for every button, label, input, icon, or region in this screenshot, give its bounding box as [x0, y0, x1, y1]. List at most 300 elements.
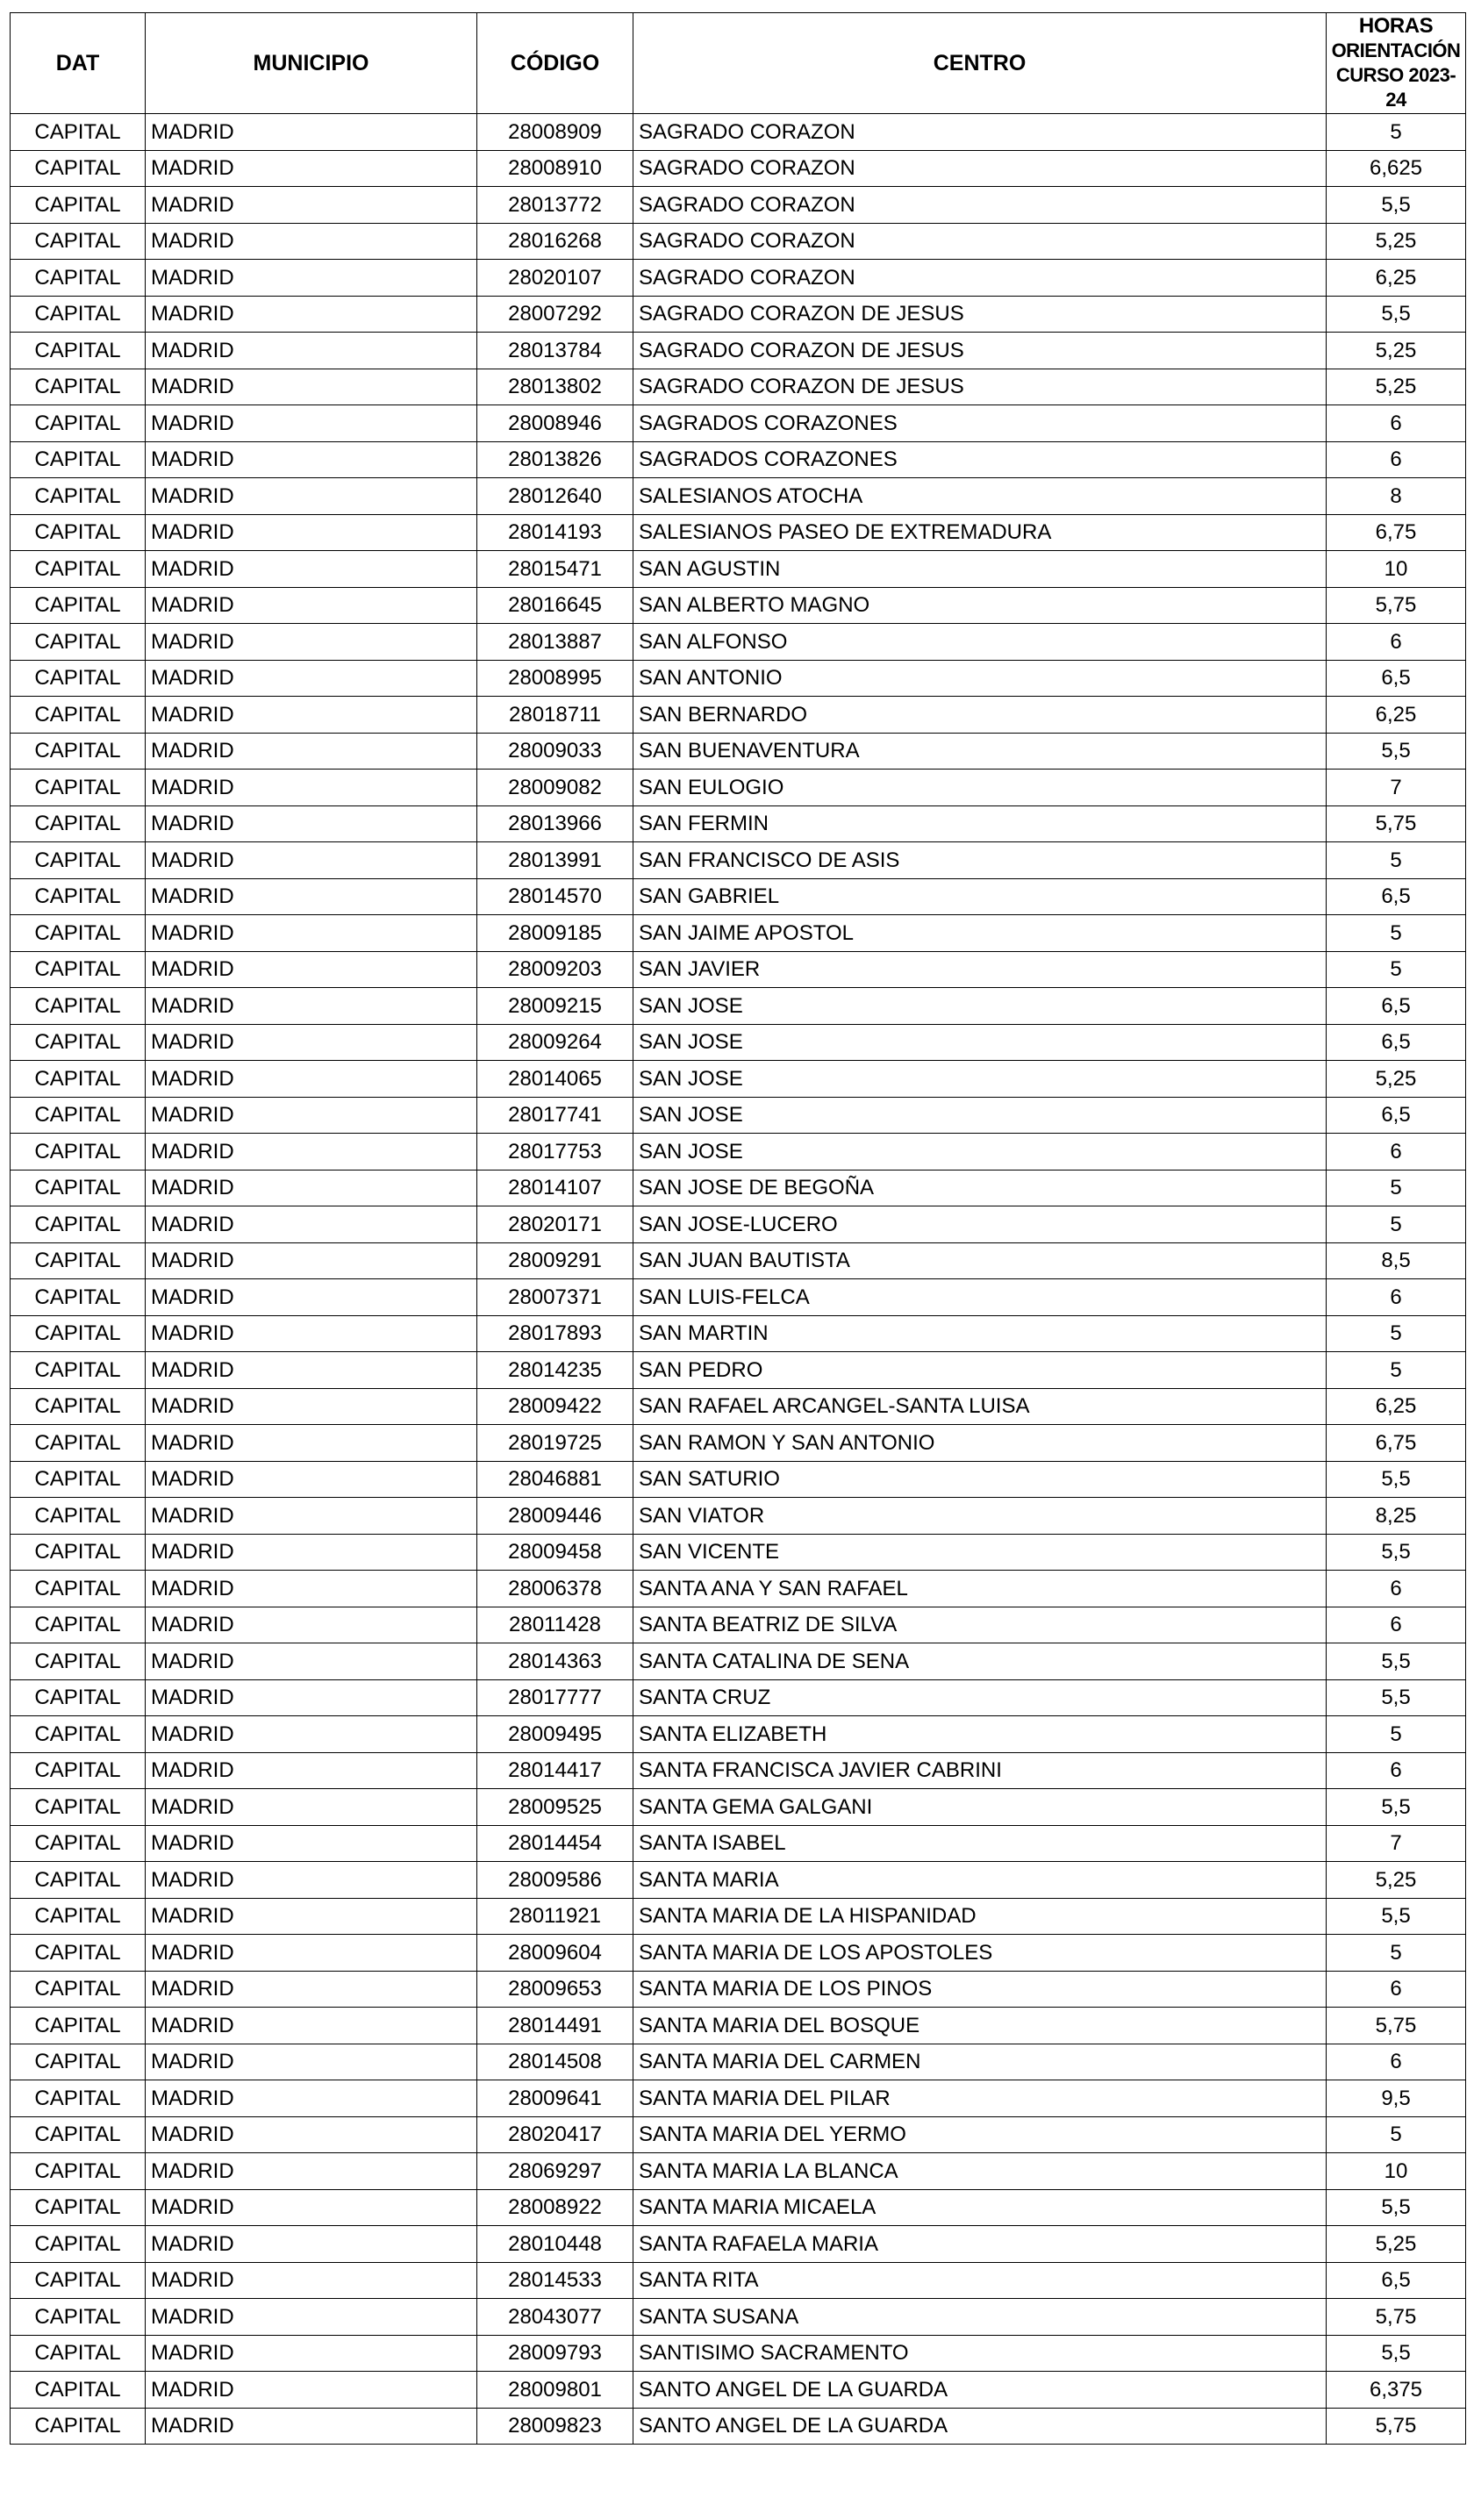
cell-centro: SAN LUIS-FELCA [633, 1279, 1327, 1316]
cell-centro: SANTA SUSANA [633, 2299, 1327, 2336]
cell-municipio: MADRID [146, 2408, 477, 2445]
cell-dat: CAPITAL [11, 478, 146, 515]
cell-dat: CAPITAL [11, 1206, 146, 1243]
cell-dat: CAPITAL [11, 260, 146, 297]
cell-municipio: MADRID [146, 1352, 477, 1389]
cell-municipio: MADRID [146, 2044, 477, 2080]
cell-dat: CAPITAL [11, 1388, 146, 1425]
cell-codigo: 28013784 [477, 333, 633, 369]
cell-codigo: 28007371 [477, 1279, 633, 1316]
cell-dat: CAPITAL [11, 2080, 146, 2117]
cell-municipio: MADRID [146, 1242, 477, 1279]
cell-centro: SAN FRANCISCO DE ASIS [633, 842, 1327, 879]
cell-horas: 5,75 [1327, 2299, 1466, 2336]
header-centro: CENTRO [633, 13, 1327, 114]
cell-codigo: 28014107 [477, 1170, 633, 1206]
cell-centro: SAN JOSE [633, 988, 1327, 1025]
cell-dat: CAPITAL [11, 2335, 146, 2372]
cell-municipio: MADRID [146, 223, 477, 260]
cell-horas: 6 [1327, 1279, 1466, 1316]
cell-dat: CAPITAL [11, 1461, 146, 1498]
table-row [11, 2116, 1466, 2153]
cell-horas: 5,5 [1327, 2335, 1466, 2372]
table-row [11, 1279, 1466, 1316]
cell-dat: CAPITAL [11, 988, 146, 1025]
cell-horas: 7 [1327, 1825, 1466, 1862]
cell-dat: CAPITAL [11, 2408, 146, 2445]
cell-municipio: MADRID [146, 951, 477, 988]
cell-dat: CAPITAL [11, 915, 146, 952]
cell-centro: SAGRADO CORAZON DE JESUS [633, 296, 1327, 333]
table-row [11, 369, 1466, 405]
cell-dat: CAPITAL [11, 660, 146, 697]
cell-centro: SAN JOSE-LUCERO [633, 1206, 1327, 1243]
cell-centro: SANTA MARIA MICAELA [633, 2189, 1327, 2226]
table-row [11, 1935, 1466, 1972]
cell-horas: 5,5 [1327, 1643, 1466, 1680]
cell-centro: SANTA MARIA DEL BOSQUE [633, 2008, 1327, 2044]
cell-codigo: 28013772 [477, 187, 633, 224]
cell-codigo: 28009291 [477, 1242, 633, 1279]
cell-codigo: 28014508 [477, 2044, 633, 2080]
table-row [11, 1862, 1466, 1899]
cell-municipio: MADRID [146, 441, 477, 478]
table-row [11, 842, 1466, 879]
cell-codigo: 28014363 [477, 1643, 633, 1680]
cell-dat: CAPITAL [11, 2008, 146, 2044]
cell-horas: 6,5 [1327, 2262, 1466, 2299]
cell-dat: CAPITAL [11, 587, 146, 624]
cell-dat: CAPITAL [11, 1170, 146, 1206]
cell-dat: CAPITAL [11, 1716, 146, 1753]
cell-municipio: MADRID [146, 2372, 477, 2409]
cell-centro: SAN MARTIN [633, 1315, 1327, 1352]
cell-municipio: MADRID [146, 1935, 477, 1972]
cell-dat: CAPITAL [11, 369, 146, 405]
cell-horas: 8,25 [1327, 1498, 1466, 1535]
cell-codigo: 28015471 [477, 551, 633, 588]
cell-municipio: MADRID [146, 1279, 477, 1316]
cell-horas: 5,5 [1327, 1534, 1466, 1571]
cell-codigo: 28007292 [477, 296, 633, 333]
cell-codigo: 28017741 [477, 1097, 633, 1134]
cell-horas: 6,25 [1327, 260, 1466, 297]
cell-horas: 6,5 [1327, 1024, 1466, 1061]
cell-horas: 5,75 [1327, 805, 1466, 842]
cell-municipio: MADRID [146, 150, 477, 187]
cell-municipio: MADRID [146, 733, 477, 770]
header-horas-line1: HORAS [1358, 14, 1434, 38]
table-row [11, 988, 1466, 1025]
cell-dat: CAPITAL [11, 1352, 146, 1389]
cell-codigo: 28069297 [477, 2153, 633, 2190]
cell-codigo: 28013991 [477, 842, 633, 879]
cell-codigo: 28020107 [477, 260, 633, 297]
table-row [11, 878, 1466, 915]
cell-horas: 5 [1327, 951, 1466, 988]
cell-dat: CAPITAL [11, 1898, 146, 1935]
cell-dat: CAPITAL [11, 223, 146, 260]
table-row [11, 624, 1466, 661]
cell-centro: SANTA MARIA LA BLANCA [633, 2153, 1327, 2190]
cell-horas: 5 [1327, 842, 1466, 879]
cell-codigo: 28009422 [477, 1388, 633, 1425]
table-row [11, 697, 1466, 734]
cell-centro: SANTA MARIA [633, 1862, 1327, 1899]
header-municipio: MUNICIPIO [146, 13, 477, 114]
cell-municipio: MADRID [146, 1679, 477, 1716]
cell-horas: 5,75 [1327, 2008, 1466, 2044]
table-row [11, 1352, 1466, 1389]
cell-dat: CAPITAL [11, 1862, 146, 1899]
cell-horas: 5,5 [1327, 296, 1466, 333]
cell-centro: SAN JOSE [633, 1097, 1327, 1134]
table-row [11, 2408, 1466, 2445]
cell-codigo: 28014065 [477, 1061, 633, 1098]
cell-codigo: 28017893 [477, 1315, 633, 1352]
table-row [11, 1898, 1466, 1935]
cell-centro: SAN ALBERTO MAGNO [633, 587, 1327, 624]
cell-centro: SANTA MARIA DEL PILAR [633, 2080, 1327, 2117]
cell-codigo: 28009495 [477, 1716, 633, 1753]
cell-centro: SAN AGUSTIN [633, 551, 1327, 588]
cell-dat: CAPITAL [11, 187, 146, 224]
table-row [11, 1461, 1466, 1498]
cell-horas: 10 [1327, 2153, 1466, 2190]
table-row [11, 1498, 1466, 1535]
cell-horas: 5 [1327, 915, 1466, 952]
cell-horas: 5,5 [1327, 187, 1466, 224]
table-row [11, 1643, 1466, 1680]
cell-horas: 5,5 [1327, 1789, 1466, 1826]
cell-centro: SANTA BEATRIZ DE SILVA [633, 1607, 1327, 1643]
cell-codigo: 28008910 [477, 150, 633, 187]
cell-municipio: MADRID [146, 2153, 477, 2190]
cell-centro: SANTISIMO SACRAMENTO [633, 2335, 1327, 2372]
cell-codigo: 28008946 [477, 405, 633, 442]
cell-horas: 5 [1327, 1170, 1466, 1206]
header-row [11, 13, 1466, 114]
cell-dat: CAPITAL [11, 1315, 146, 1352]
cell-codigo: 28009082 [477, 770, 633, 806]
table-row [11, 1425, 1466, 1462]
cell-centro: SALESIANOS ATOCHA [633, 478, 1327, 515]
cell-municipio: MADRID [146, 1534, 477, 1571]
cell-codigo: 28011921 [477, 1898, 633, 1935]
cell-centro: SAN VICENTE [633, 1534, 1327, 1571]
cell-dat: CAPITAL [11, 1789, 146, 1826]
table-row [11, 660, 1466, 697]
cell-codigo: 28014533 [477, 2262, 633, 2299]
cell-centro: SAN JAVIER [633, 951, 1327, 988]
cell-municipio: MADRID [146, 915, 477, 952]
cell-horas: 6 [1327, 624, 1466, 661]
cell-municipio: MADRID [146, 2008, 477, 2044]
cell-horas: 6,25 [1327, 1388, 1466, 1425]
cell-codigo: 28009264 [477, 1024, 633, 1061]
table-row [11, 2044, 1466, 2080]
table-row [11, 1607, 1466, 1643]
cell-dat: CAPITAL [11, 733, 146, 770]
cell-dat: CAPITAL [11, 1971, 146, 2008]
cell-dat: CAPITAL [11, 1607, 146, 1643]
table-row [11, 114, 1466, 151]
cell-dat: CAPITAL [11, 1061, 146, 1098]
cell-centro: SAGRADO CORAZON [633, 260, 1327, 297]
cell-centro: SANTA MARIA DEL CARMEN [633, 2044, 1327, 2080]
cell-codigo: 28016268 [477, 223, 633, 260]
table-row [11, 2153, 1466, 2190]
table-row [11, 1134, 1466, 1171]
cell-municipio: MADRID [146, 988, 477, 1025]
cell-codigo: 28014193 [477, 514, 633, 551]
cell-municipio: MADRID [146, 1425, 477, 1462]
table-row [11, 1097, 1466, 1134]
table-row [11, 187, 1466, 224]
cell-dat: CAPITAL [11, 405, 146, 442]
table-body [11, 114, 1466, 2445]
cell-horas: 5 [1327, 2116, 1466, 2153]
cell-codigo: 28017777 [477, 1679, 633, 1716]
cell-municipio: MADRID [146, 478, 477, 515]
cell-municipio: MADRID [146, 2262, 477, 2299]
cell-municipio: MADRID [146, 405, 477, 442]
cell-horas: 5,25 [1327, 333, 1466, 369]
cell-codigo: 28009604 [477, 1935, 633, 1972]
cell-horas: 5 [1327, 1206, 1466, 1243]
cell-centro: SANTA GEMA GALGANI [633, 1789, 1327, 1826]
table-row [11, 1061, 1466, 1098]
cell-centro: SAGRADOS CORAZONES [633, 405, 1327, 442]
table-row [11, 1024, 1466, 1061]
cell-horas: 5,5 [1327, 1898, 1466, 1935]
table-row [11, 951, 1466, 988]
cell-centro: SANTO ANGEL DE LA GUARDA [633, 2408, 1327, 2445]
cell-codigo: 28009586 [477, 1862, 633, 1899]
cell-municipio: MADRID [146, 1388, 477, 1425]
cell-codigo: 28009446 [477, 1498, 633, 1535]
cell-municipio: MADRID [146, 1607, 477, 1643]
cell-dat: CAPITAL [11, 2226, 146, 2263]
cell-dat: CAPITAL [11, 2372, 146, 2409]
cell-dat: CAPITAL [11, 1534, 146, 1571]
cell-codigo: 28009653 [477, 1971, 633, 2008]
cell-codigo: 28019725 [477, 1425, 633, 1462]
cell-centro: SAGRADO CORAZON DE JESUS [633, 369, 1327, 405]
cell-codigo: 28008995 [477, 660, 633, 697]
cell-centro: SANTA MARIA DE LOS APOSTOLES [633, 1935, 1327, 1972]
cell-municipio: MADRID [146, 1716, 477, 1753]
cell-horas: 5 [1327, 1352, 1466, 1389]
cell-dat: CAPITAL [11, 2116, 146, 2153]
table-row [11, 2226, 1466, 2263]
cell-codigo: 28018711 [477, 697, 633, 734]
cell-centro: SAGRADO CORAZON [633, 187, 1327, 224]
cell-horas: 6 [1327, 441, 1466, 478]
table-row [11, 1716, 1466, 1753]
table-row [11, 260, 1466, 297]
cell-codigo: 28006378 [477, 1571, 633, 1607]
cell-dat: CAPITAL [11, 2262, 146, 2299]
cell-municipio: MADRID [146, 624, 477, 661]
table-row [11, 805, 1466, 842]
cell-horas: 5,25 [1327, 1862, 1466, 1899]
cell-codigo: 28014454 [477, 1825, 633, 1862]
table-row [11, 441, 1466, 478]
cell-horas: 5,5 [1327, 1679, 1466, 1716]
cell-codigo: 28014491 [477, 2008, 633, 2044]
table-row [11, 1679, 1466, 1716]
cell-dat: CAPITAL [11, 2044, 146, 2080]
cell-codigo: 28008909 [477, 114, 633, 151]
cell-dat: CAPITAL [11, 2153, 146, 2190]
cell-centro: SAN BERNARDO [633, 697, 1327, 734]
table-row [11, 1315, 1466, 1352]
table-row [11, 1242, 1466, 1279]
cell-centro: SAN GABRIEL [633, 878, 1327, 915]
cell-dat: CAPITAL [11, 1425, 146, 1462]
cell-municipio: MADRID [146, 1461, 477, 1498]
cell-dat: CAPITAL [11, 1498, 146, 1535]
cell-codigo: 28012640 [477, 478, 633, 515]
cell-dat: CAPITAL [11, 441, 146, 478]
cell-horas: 6,5 [1327, 660, 1466, 697]
cell-municipio: MADRID [146, 1170, 477, 1206]
cell-dat: CAPITAL [11, 114, 146, 151]
cell-dat: CAPITAL [11, 1643, 146, 1680]
cell-horas: 5 [1327, 1315, 1466, 1352]
table-row [11, 551, 1466, 588]
cell-municipio: MADRID [146, 1206, 477, 1243]
cell-horas: 5 [1327, 1935, 1466, 1972]
cell-codigo: 28009033 [477, 733, 633, 770]
cell-horas: 6 [1327, 2044, 1466, 2080]
table-row [11, 478, 1466, 515]
cell-centro: SANTA RAFAELA MARIA [633, 2226, 1327, 2263]
cell-centro: SAN JUAN BAUTISTA [633, 1242, 1327, 1279]
cell-dat: CAPITAL [11, 1571, 146, 1607]
cell-codigo: 28009823 [477, 2408, 633, 2445]
cell-centro: SANTA CRUZ [633, 1679, 1327, 1716]
cell-centro: SALESIANOS PASEO DE EXTREMADURA [633, 514, 1327, 551]
cell-horas: 5,5 [1327, 1461, 1466, 1498]
cell-centro: SAGRADOS CORAZONES [633, 441, 1327, 478]
cell-municipio: MADRID [146, 805, 477, 842]
cell-horas: 6 [1327, 1971, 1466, 2008]
cell-dat: CAPITAL [11, 1679, 146, 1716]
cell-dat: CAPITAL [11, 514, 146, 551]
cell-centro: SANTA FRANCISCA JAVIER CABRINI [633, 1752, 1327, 1789]
cell-municipio: MADRID [146, 878, 477, 915]
cell-horas: 6 [1327, 405, 1466, 442]
table-row [11, 514, 1466, 551]
cell-horas: 9,5 [1327, 2080, 1466, 2117]
cell-municipio: MADRID [146, 187, 477, 224]
table-row [11, 2335, 1466, 2372]
cell-horas: 5,75 [1327, 2408, 1466, 2445]
table-row [11, 405, 1466, 442]
table-row [11, 2262, 1466, 2299]
cell-codigo: 28010448 [477, 2226, 633, 2263]
header-dat: DAT [11, 13, 146, 114]
cell-municipio: MADRID [146, 660, 477, 697]
cell-centro: SAN JOSE [633, 1024, 1327, 1061]
cell-codigo: 28014570 [477, 878, 633, 915]
cell-municipio: MADRID [146, 1789, 477, 1826]
cell-codigo: 28014235 [477, 1352, 633, 1389]
cell-centro: SANTA RITA [633, 2262, 1327, 2299]
cell-centro: SAGRADO CORAZON [633, 114, 1327, 151]
document-page [10, 12, 1465, 2445]
cell-municipio: MADRID [146, 1134, 477, 1171]
table-row [11, 770, 1466, 806]
cell-horas: 6 [1327, 1571, 1466, 1607]
table-row [11, 733, 1466, 770]
cell-centro: SANTA MARIA DE LOS PINOS [633, 1971, 1327, 2008]
cell-codigo: 28008922 [477, 2189, 633, 2226]
cell-codigo: 28013966 [477, 805, 633, 842]
table-row [11, 1534, 1466, 1571]
cell-centro: SANTA MARIA DEL YERMO [633, 2116, 1327, 2153]
cell-dat: CAPITAL [11, 1279, 146, 1316]
cell-centro: SAGRADO CORAZON DE JESUS [633, 333, 1327, 369]
cell-dat: CAPITAL [11, 1752, 146, 1789]
cell-centro: SAN FERMIN [633, 805, 1327, 842]
table-header [11, 13, 1466, 114]
cell-municipio: MADRID [146, 551, 477, 588]
cell-municipio: MADRID [146, 1024, 477, 1061]
cell-municipio: MADRID [146, 2299, 477, 2336]
cell-horas: 6,5 [1327, 1097, 1466, 1134]
cell-dat: CAPITAL [11, 1242, 146, 1279]
cell-horas: 5,25 [1327, 2226, 1466, 2263]
cell-dat: CAPITAL [11, 697, 146, 734]
cell-dat: CAPITAL [11, 1134, 146, 1171]
cell-codigo: 28009185 [477, 915, 633, 952]
cell-dat: CAPITAL [11, 1935, 146, 1972]
cell-horas: 6,5 [1327, 988, 1466, 1025]
cell-municipio: MADRID [146, 1571, 477, 1607]
cell-dat: CAPITAL [11, 770, 146, 806]
header-horas [1327, 13, 1466, 114]
cell-municipio: MADRID [146, 1971, 477, 2008]
cell-dat: CAPITAL [11, 333, 146, 369]
cell-dat: CAPITAL [11, 805, 146, 842]
header-horas-line2: ORIENTACIÓN [1331, 39, 1461, 61]
table-row [11, 1388, 1466, 1425]
cell-centro: SAN EULOGIO [633, 770, 1327, 806]
cell-centro: SANTA ISABEL [633, 1825, 1327, 1862]
cell-centro: SANTA ELIZABETH [633, 1716, 1327, 1753]
cell-dat: CAPITAL [11, 296, 146, 333]
cell-municipio: MADRID [146, 842, 477, 879]
cell-municipio: MADRID [146, 1315, 477, 1352]
cell-dat: CAPITAL [11, 951, 146, 988]
cell-horas: 5,25 [1327, 1061, 1466, 1098]
cell-horas: 5 [1327, 1716, 1466, 1753]
table-row [11, 1825, 1466, 1862]
cell-codigo: 28009641 [477, 2080, 633, 2117]
cell-horas: 6,5 [1327, 878, 1466, 915]
cell-horas: 6,625 [1327, 150, 1466, 187]
cell-municipio: MADRID [146, 697, 477, 734]
cell-centro: SAN JOSE [633, 1061, 1327, 1098]
cell-centro: SAN ALFONSO [633, 624, 1327, 661]
cell-horas: 5,5 [1327, 2189, 1466, 2226]
cell-municipio: MADRID [146, 587, 477, 624]
cell-centro: SAN JOSE DE BEGOÑA [633, 1170, 1327, 1206]
cell-dat: CAPITAL [11, 551, 146, 588]
